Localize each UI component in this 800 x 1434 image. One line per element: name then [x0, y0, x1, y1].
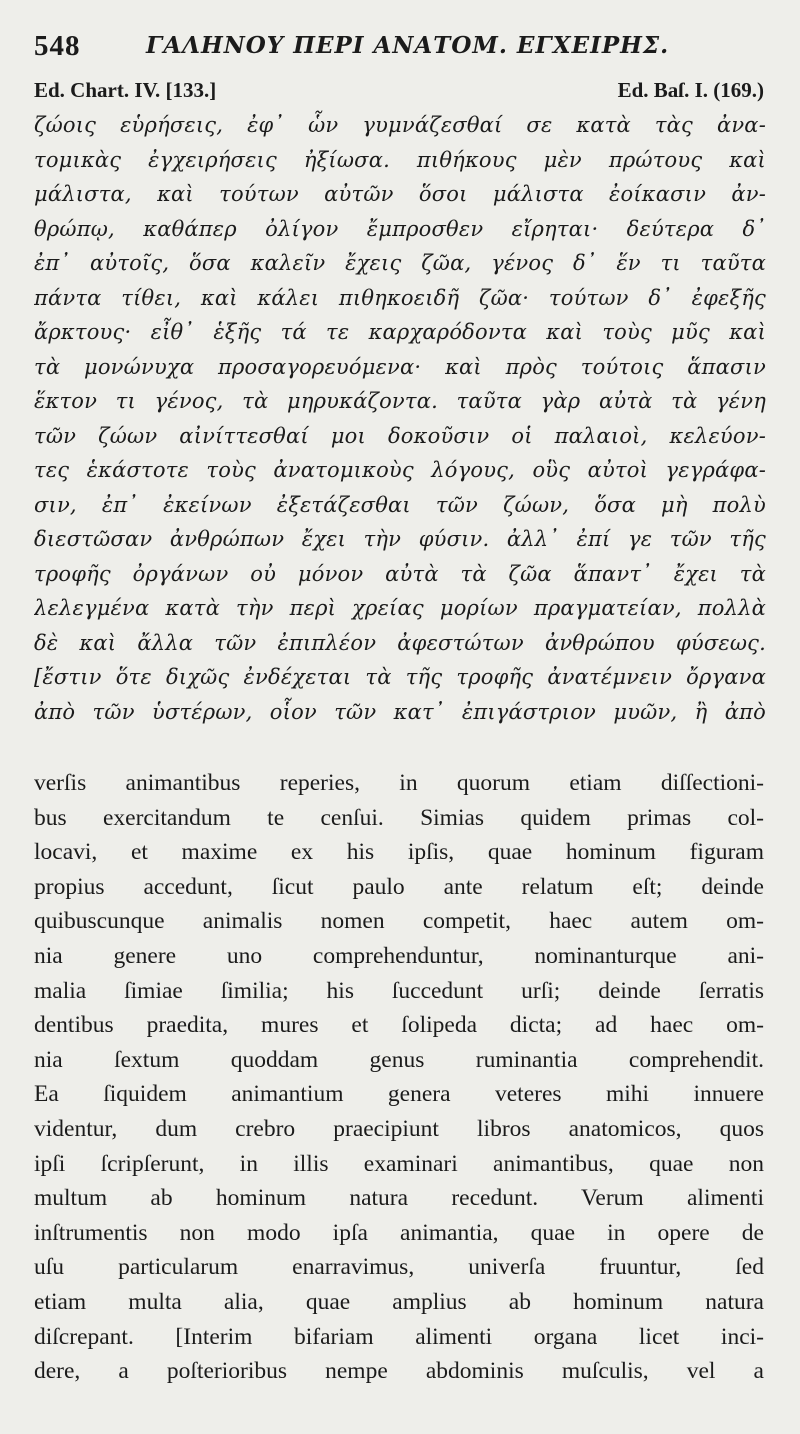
greek-text-line: πάντα τίθει, καὶ κάλει πιθηκοειδῆ ζῶα· τούτων δ᾽ ἐφεξῆς [34, 285, 766, 310]
latin-text-line: bus exercitandum te cenſui. Simias quidem primas col- [34, 804, 764, 831]
greek-text-block [34, 108, 766, 729]
greek-text-line: τὰ μονώνυχα προσαγορευόμενα· καὶ πρὸς τούτοις ἅπασιν [34, 354, 766, 379]
latin-text-line: dentibus praedita, mures et ſolipeda dicta; ad haec om- [34, 1012, 764, 1039]
page-header [34, 26, 774, 62]
greek-text-line: ζώοις εὑρήσεις, ἐφ᾽ ὧν γυμνάζεσθαί σε κατὰ τὰς ἀνα- [34, 113, 766, 137]
greek-text-line: λελεγμένα κατὰ τὴν περὶ χρείας μορίων πραγματείαν, πολλὰ [34, 596, 766, 620]
greek-text-line: τροφῆς ὀργάνων οὐ μόνον αὐτὰ τὰ ζῶα ἅπαντ᾽ ἔχει τὰ [34, 561, 766, 586]
latin-text-line: ipſi ſcripſerunt, in illis examinari animantibus, quae non [34, 1150, 764, 1177]
edition-references [34, 78, 764, 106]
greek-text-line: σιν, ἐπ᾽ ἐκείνων ἐξετάζεσθαι τῶν ζώων, ὅσα μὴ πολὺ [34, 492, 766, 517]
latin-text-line: diſcrepant. [Interim bifariam alimenti organa licet inci- [34, 1323, 764, 1350]
greek-text-line: τομικὰς ἐγχειρήσεις ἠξίωσα. πιθήκους μὲν πρώτους καὶ [34, 147, 766, 172]
greek-text-line: τῶν ζώων αἰνίττεσθαί μοι δοκοῦσιν οἱ παλαιοὶ, κελεύον- [34, 423, 766, 448]
greek-text-line: [ἔστιν ὅτε διχῶς ἐνδέχεται τὰ τῆς τροφῆς ἀνατέμνειν ὄργανα [34, 665, 766, 689]
latin-text-line: inſtrumentis non modo ipſa animantia, quae in opere de [34, 1219, 764, 1246]
latin-text-line: dere, a poſterioribus nempe abdominis muſculis, vel a [34, 1358, 764, 1385]
latin-text-line: etiam multa alia, quae amplius ab hominum natura [34, 1288, 764, 1315]
greek-text-line: ἀπὸ τῶν ὑστέρων, οἷον τῶν κατ᾽ ἐπιγάστριον μυῶν, ἢ ἀπὸ [34, 699, 766, 724]
latin-text-line: quibuscunque animalis nomen competit, haec autem om- [34, 908, 764, 935]
latin-text-line: propius accedunt, ſicut paulo ante relatum eſt; deinde [34, 873, 764, 900]
greek-text-line: τες ἑκάστοτε τοὺς ἀνατομικοὺς λόγους, οὓς αὐτοὶ γεγράφα- [34, 458, 766, 482]
latin-text-line: videntur, dum crebro praecipiunt libros anatomicos, quos [34, 1115, 764, 1142]
latin-text-line: nia genere uno comprehenduntur, nominanturque ani- [34, 942, 764, 969]
greek-text-line: θρώπῳ, καθάπερ ὀλίγον ἔμπροσθεν εἴρηται· δεύτερα δ᾽ [34, 216, 766, 241]
page-number: 548 [34, 30, 81, 62]
greek-text-line: ἐπ᾽ αὐτοῖς, ὅσα καλεῖν ἔχεις ζῶα, γένος δ᾽ ἕν τι ταῦτα [34, 251, 766, 275]
running-title: ΓΑΛΗΝΟΥ ΠΕΡΙ ΑΝΑΤΟΜ. ΕΓΧΕΙΡΗΣ. [146, 32, 670, 59]
latin-text-line: malia ſimiae ſimilia; his ſuccedunt urſi; deinde ſerratis [34, 977, 764, 1004]
edition-chart-reference: Ed. Chart. IV. [133.] [34, 78, 217, 102]
greek-text-line: διεστῶσαν ἀνθρώπων ἔχει τὴν φύσιν. ἀλλ᾽ ἐπί γε τῶν τῆς [34, 527, 766, 551]
latin-text-line: nia ſextum quoddam genus ruminantia comprehendit. [34, 1046, 764, 1073]
latin-text-line: uſu particularum enarravimus, univerſa fruuntur, ſed [34, 1254, 764, 1281]
greek-text-line: ἄρκτους· εἶθ᾽ ἑξῆς τά τε καρχαρόδοντα καὶ τοὺς μῦς καὶ [34, 320, 766, 344]
edition-basel-reference: Ed. Baſ. I. (169.) [617, 78, 764, 102]
greek-text-line: μάλιστα, καὶ τούτων αὐτῶν ὅσοι μάλιστα ἐοίκασιν ἀν- [34, 182, 766, 206]
latin-text-block [34, 766, 764, 1389]
greek-text-line: ἕκτον τι γένος, τὰ μηρυκάζοντα. ταῦτα γὰρ αὐτὰ τὰ γένη [34, 389, 766, 413]
latin-text-line: verſis animantibus reperies, in quorum etiam diſſectioni- [34, 770, 764, 796]
latin-text-line: Ea ſiquidem animantium genera veteres mihi innuere [34, 1081, 764, 1108]
greek-text-line: δὲ καὶ ἄλλα τῶν ἐπιπλέον ἀφεστώτων ἀνθρώπου φύσεως. [34, 630, 766, 655]
latin-text-line: locavi, et maxime ex his ipſis, quae hominum figuram [34, 839, 764, 866]
latin-text-line: multum ab hominum natura recedunt. Verum alimenti [34, 1185, 764, 1212]
